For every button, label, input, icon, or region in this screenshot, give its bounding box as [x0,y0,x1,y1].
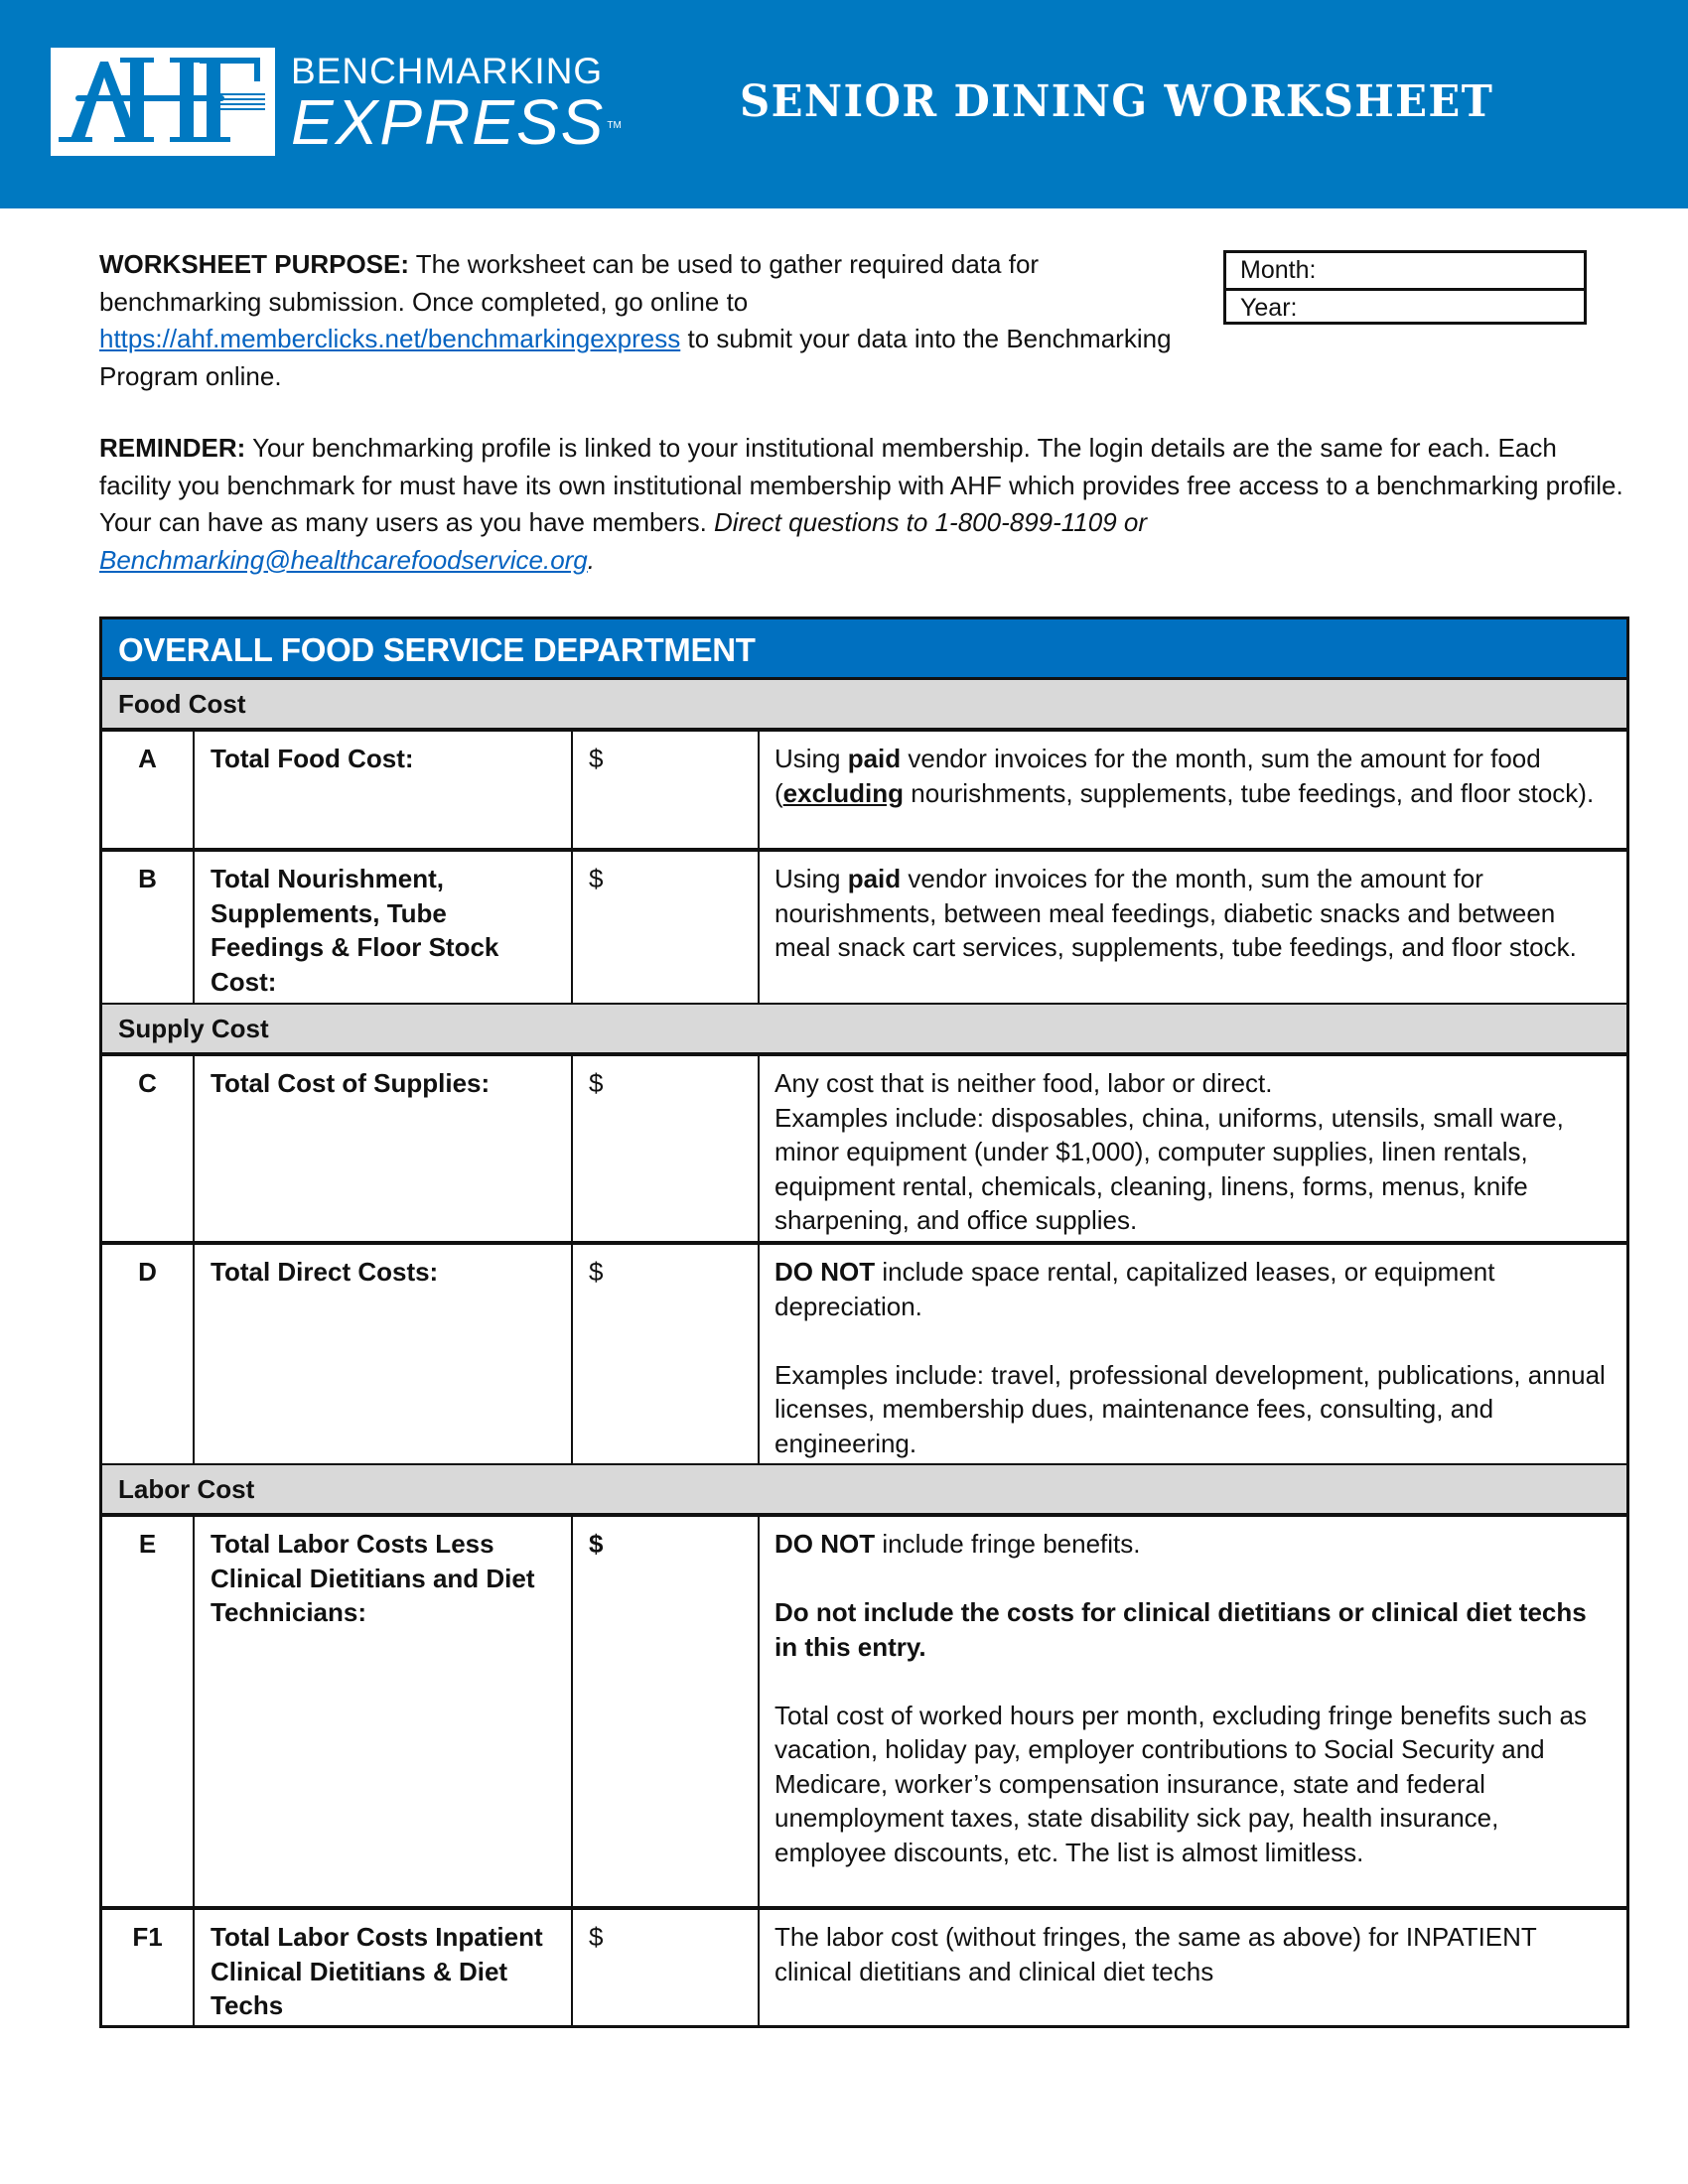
section-supply-cost: Supply Cost [102,1005,1626,1056]
desc-line: Any cost that is neither food, labor or direct. [774,1068,1273,1098]
row-label: Total Labor Costs Inpatient Clinical Dietitians & Diet Techs [195,1910,573,2025]
desc-text: vendor invoices for the month, sum the amount for food ( [774,744,1541,808]
row-label: Total Nourishment, Supplements, Tube Feedings & Floor Stock Cost: [195,852,573,1003]
row-description [760,1245,1626,1463]
row-id: C [102,1056,195,1241]
amount-field-nourishment-cost[interactable] [573,852,760,1003]
reminder [99,430,1633,579]
row-description [760,1910,1626,2025]
row-label: Total Cost of Supplies: [195,1056,573,1241]
date-box [1223,250,1587,325]
amount-field-total-food-cost[interactable] [573,732,760,848]
month-field[interactable] [1226,253,1584,288]
row-id: E [102,1517,195,1906]
ahf-logo [51,48,275,156]
page-title: SENIOR DINING WORKSHEET [740,76,1494,127]
brand-express: EXPRESS [291,86,606,158]
desc-underlined: excluding [782,777,905,808]
currency-symbol: $ [589,1257,604,1287]
desc-text: Using [774,864,848,893]
brand-wordmark [291,51,622,158]
currency-symbol: $ [589,1922,604,1952]
desc-bold: DO NOT [774,1529,876,1559]
trademark: TM [607,120,622,131]
year-field[interactable] [1226,288,1584,323]
table-row-c [102,1056,1626,1245]
desc-paragraph [774,1255,1617,1323]
page-header [0,0,1688,208]
desc-paragraph [774,1527,1617,1562]
desc-paragraph: The labor cost (without fringes, the same as above) for INPATIENT clinical dietitians and clinical diet techs [774,1922,1537,1986]
desc-paragraph-bold: Do not include the costs for clinical dietitians or clinical diet techs in this entry. [774,1597,1587,1662]
month-label: Month: [1240,256,1317,284]
section-labor-cost: Labor Cost [102,1465,1626,1517]
currency-symbol: $ [589,744,604,773]
currency-symbol: $ [589,1529,604,1559]
row-id: D [102,1245,195,1463]
table-row-f1 [102,1910,1626,2025]
row-description [760,732,1626,848]
amount-field-clinical-labor-costs[interactable] [573,1910,760,2025]
ahf-fork-logo-icon [51,48,275,156]
desc-bold: paid [847,864,902,893]
row-id: A [102,732,195,848]
row-description [760,1056,1626,1241]
brand-top-text: BENCHMARKING [291,51,604,91]
currency-symbol: $ [589,864,604,893]
reminder-contact: Direct questions to 1-800-899-1109 or [714,507,1148,537]
desc-bold: DO NOT [774,1257,876,1287]
worksheet-purpose [99,246,1201,395]
reminder-text: Your benchmarking profile is linked to your institutional membership. The login details are the same for each. Each facility you benchmark for must have its own institutional membership with AHF which provides free access to a benchmarking profile. Your can have as many users as you have members. [99,433,1623,537]
currency-symbol: $ [589,1068,604,1098]
purpose-text-2: to submit your data into the Benchmarking Program online. [99,324,1172,391]
desc-text: nourishments, supplements, tube feedings, and floor stock). [904,777,1595,808]
row-id: F1 [102,1910,195,2025]
table-row-e [102,1517,1626,1910]
section-food-cost: Food Cost [102,680,1626,732]
food-service-table [99,616,1629,2028]
brand-bottom-text [291,86,622,158]
table-row-b [102,852,1626,1005]
desc-text: vendor invoices for the month, sum the amount for nourishments, between meal feedings, diabetic snacks and between meal snack cart services, supplements, tube feedings, and floor stock. [774,864,1577,962]
table-row-d [102,1245,1626,1465]
desc-text: Using [774,744,848,773]
desc-paragraph: Examples include: travel, professional development, publications, annual licenses, membership dues, maintenance fees, consulting, and engineering. [774,1359,1606,1458]
row-id: B [102,852,195,1003]
row-description [760,1517,1626,1906]
row-label: Total Food Cost: [195,732,573,848]
row-label: Total Labor Costs Less Clinical Dietitians and Diet Technicians: [195,1517,573,1906]
amount-field-labor-costs[interactable] [573,1517,760,1906]
email-link[interactable]: Benchmarking@healthcarefoodservice.org [99,544,588,575]
desc-paragraph: Total cost of worked hours per month, excluding fringe benefits such as vacation, holiday pay, employer contributions to Social Security and Medicare, worker’s compensation insurance, state and federal unemployment taxes, state disability sick pay, health insurance, employee discounts, etc. The list is almost limitless. [774,1700,1587,1867]
row-description [760,852,1626,1003]
desc-bold: paid [847,744,902,773]
desc-text: include space rental, capitalized leases, or equipment depreciation. [774,1257,1495,1321]
reminder-end: . [587,544,595,575]
purpose-lead: WORKSHEET PURPOSE: [99,249,410,279]
purpose-text-1: The worksheet can be used to gather required data for benchmarking submission. Once completed, go online to [99,249,1040,317]
benchmarking-express-link[interactable]: https://ahf.memberclicks.net/benchmarkingexpress [99,324,681,353]
amount-field-direct-costs[interactable] [573,1245,760,1463]
amount-field-supplies-cost[interactable] [573,1056,760,1241]
table-title: OVERALL FOOD SERVICE DEPARTMENT [102,619,1626,680]
row-label: Total Direct Costs: [195,1245,573,1463]
reminder-lead: REMINDER: [99,433,246,463]
desc-line: Examples include: disposables, china, uniforms, utensils, small ware, minor equipment (under $1,000), computer supplies, linen rentals, equipment rental, chemicals, cleaning, linens, forms, menus, knife sharpening, and office supplies. [774,1102,1564,1235]
table-row-a [102,732,1626,852]
year-label: Year: [1240,293,1298,322]
desc-text: include fringe benefits. [875,1529,1141,1559]
